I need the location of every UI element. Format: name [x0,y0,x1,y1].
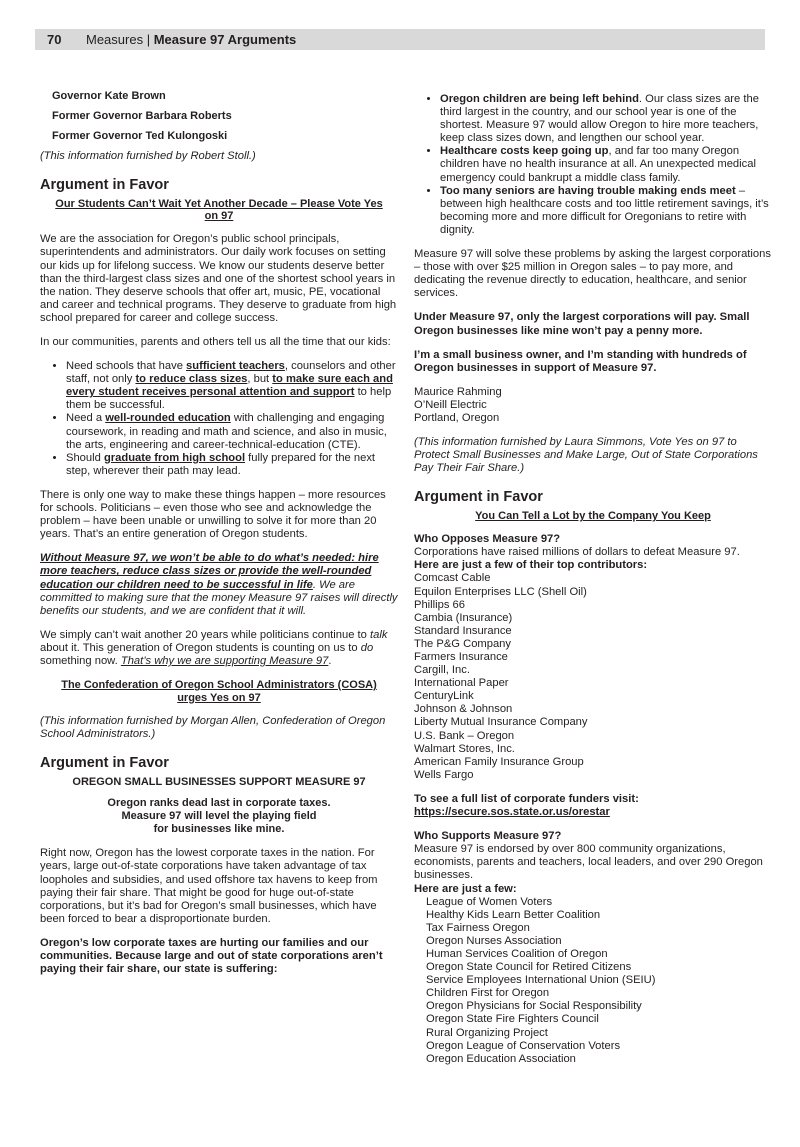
list-item: • Healthcare costs keep going up, and far too many Oregon children have no health insurance at all. An unexpected medical emergency could bankrupt a middle class family. [440,145,772,184]
list-item: Standard Insurance [414,624,512,637]
argument-subtitle: Our Students Can’t Wait Yet Another Decade – Please Vote Yes on 97 [55,197,383,223]
paragraph: Measure 97 will solve these problems by asking the largest corporations – those with over $25 million in Oregon sales – to pay more, and dedicating the revenue directly to education, healthcare, and senior services. [414,248,771,300]
list-item: Wells Fargo [414,768,474,781]
contributor-list [414,572,772,782]
furnished-note: (This information furnished by Laura Simmons, Vote Yes on 97 to Protect Small Businesses and Make Large, Out of State Corporations Pay Their Fair Share.) [414,436,758,475]
section-heading: Who Opposes Measure 97? [414,533,561,546]
list-item: U.S. Bank – Oregon [414,729,515,742]
paragraph: Measure 97 is endorsed by over 800 community organizations, economists, parents and teachers, local leaders, and over 290 Oregon businesses. [414,843,763,882]
right-column [414,93,772,1066]
furnished-note: (This information furnished by Robert Stoll.) [40,149,256,162]
paragraph: Under Measure 97, only the largest corporations will pay. Small Oregon businesses like mine won’t pay a penny more. [414,311,750,337]
list-item: League of Women Voters [426,895,553,908]
list-item: Children First for Oregon [426,987,550,1000]
signer: Former Governor Barbara Roberts [52,109,232,122]
list-item: CenturyLink [414,690,474,703]
list-item: Tax Fairness Oregon [426,921,530,934]
list-item: Cargill, Inc. [414,664,470,677]
list-item: • Oregon children are being left behind. Our class sizes are the third largest in the country, and our school year is one of the shortest. Measure 97 would allow Oregon to hire more teachers, keep class sizes down, and lengthen our school year. [440,93,772,145]
bullet-list [414,93,772,237]
closing-line: The Confederation of Oregon School Administrators (COSA) urges Yes on 97 [61,679,377,704]
paragraph: There is only one way to make these things happen – more resources for schools. Politicians – even those who see and acknowledge the problem – have been unable or unwilling to solve it for more than 20 years. That’s an entire generation of Oregon students. [40,488,386,541]
signature-block [414,386,772,425]
paragraph: Without Measure 97, we won’t be able to do what’s needed: hire more teachers, reduce class sizes or provide the well-rounded education our children need to be successful in life. We are committed to making sure that the money Measure 97 raises will directly benefits our students, and we are confident that it will. [40,552,398,617]
list-item: The P&G Company [414,637,512,650]
paragraph: Corporations have raised millions of dollars to defeat Measure 97. [414,546,740,559]
list-item: Oregon League of Conservation Voters [426,1039,621,1052]
argument-subtitle: OREGON SMALL BUSINESSES SUPPORT MEASURE 97 [72,775,366,788]
list-item: Equilon Enterprises LLC (Shell Oil) [414,585,587,598]
list-item: Oregon Education Association [426,1052,576,1065]
list-item: • Need schools that have sufficient teachers, counselors and other staff, not only to reduce class sizes, but to make sure each and every student receives personal attention and support to help them be successful. [66,360,398,412]
list-item: • Should graduate from high school fully prepared for the next step, wherever their path may lead. [66,452,398,478]
signer: Governor Kate Brown [52,90,166,102]
paragraph: We are the association for Oregon’s public school principals, superintendents and administrators. Our daily work focuses on setting our kids up for lifelong success. We know our students deserve better than the third-largest class sizes and one of the shortest school years in the nation. They deserve schools that offer art, music, PE, vocational and career and technical programs. They deserve to graduate from high school prepared for career and college success. [40,233,397,324]
list-item: Walmart Stores, Inc. [414,742,515,755]
list-item: Oregon State Council for Retired Citizens [426,961,632,974]
signature-line: Maurice Rahming [414,385,502,398]
list-item: Oregon Physicians for Social Responsibility [426,1000,642,1013]
list-item: Healthy Kids Learn Better Coalition [426,908,601,921]
bullet-list [40,360,398,478]
section-heading: Here are just a few: [414,882,517,895]
list-item: Oregon Nurses Association [426,934,562,947]
paragraph: I’m a small business owner, and I’m standing with hundreds of Oregon businesses in support of Measure 97. [414,348,747,374]
list-item: Rural Organizing Project [426,1026,548,1039]
list-item: Farmers Insurance [414,651,508,663]
paragraph: Oregon’s low corporate taxes are hurting our families and our communities. Because large and out of state corporations aren’t paying their fair share, our state is suffering: [40,936,383,976]
argument-heading: Argument in Favor [40,754,169,771]
list-item: Human Services Coalition of Oregon [426,947,608,960]
page-number: 70 [47,32,62,47]
furnished-note: (This information furnished by Morgan Allen, Confederation of Oregon School Administrators.) [40,714,386,740]
page-title: Measures | Measure 97 Arguments [86,32,297,47]
paragraph: To see a full list of corporate funders visit: [414,792,639,805]
signature-line: O’Neill Electric [414,398,487,411]
left-column [40,90,398,987]
section-heading: Who Supports Measure 97? [414,830,562,843]
paragraph: We simply can’t wait another 20 years while politicians continue to talk about it. This generation of Oregon students is counting on us to do something now. That’s why we are supporting Measure 97. [40,628,388,667]
paragraph: Right now, Oregon has the lowest corporate taxes in the nation. For years, large out-of-state corporations have taken advantage of tax loopholes and subsidies, and used offshore tax havens to keep from paying their fair share. That might be good for huge out-of-state corporations, but it’s bad for Oregon’s small businesses, which have been forced to bear a disproportionate burden. [40,847,378,925]
funders-link[interactable]: https://secure.sos.state.or.us/orestar [414,806,610,819]
list-item: • Need a well-rounded education with challenging and engaging coursework, in reading and math and science, and also in music, the arts, engineering and career-technical-education (CTE). [66,412,398,451]
list-item: Johnson & Johnson [414,703,513,716]
argument-heading: Argument in Favor [40,176,169,193]
list-item: Liberty Mutual Insurance Company [414,716,588,729]
supporter-list [426,896,772,1066]
signer: Former Governor Ted Kulongoski [52,129,228,142]
paragraph: In our communities, parents and others tell us all the time that our kids: [40,336,391,348]
list-item: International Paper [414,677,509,690]
list-item: American Family Insurance Group [414,755,584,768]
list-item: Service Employees International Union (SEIU) [426,974,656,987]
tagline: Oregon ranks dead last in corporate taxes. Measure 97 will level the playing field for businesses like mine. [107,796,331,835]
list-item: • Too many seniors are having trouble making ends meet – between high healthcare costs and too little retirement savings, it’s becoming more and more difficult for Oregonians to retire with dignity. [440,185,772,237]
signature-line: Portland, Oregon [414,411,500,424]
list-item: Cambia (Insurance) [414,611,513,624]
section-heading: Here are just a few of their top contributors: [414,559,648,572]
list-item: Comcast Cable [414,572,491,585]
list-item: Phillips 66 [414,598,465,611]
list-item: Oregon State Fire Fighters Council [426,1013,599,1026]
argument-subtitle: You Can Tell a Lot by the Company You Keep [475,510,711,523]
argument-heading: Argument in Favor [414,489,543,506]
page-header [35,29,765,50]
